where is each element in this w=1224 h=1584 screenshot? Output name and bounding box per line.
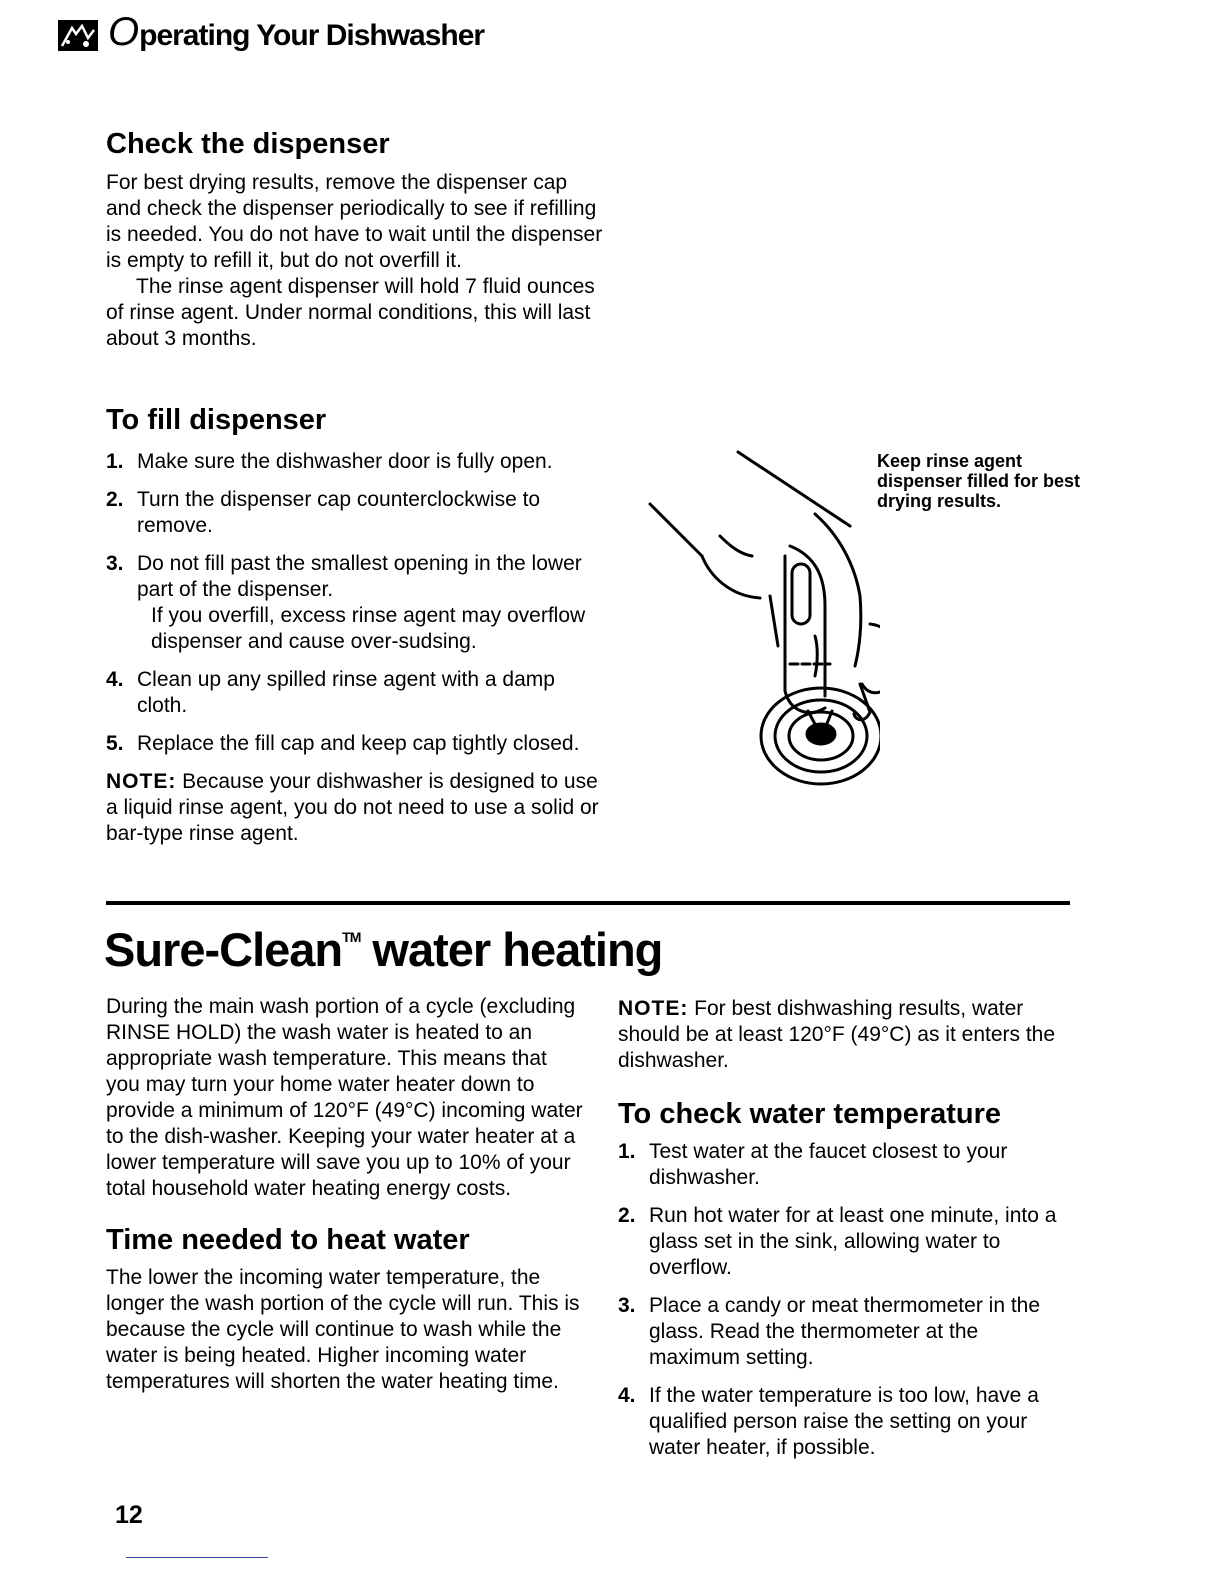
dishwasher-logo-icon: [58, 20, 98, 51]
check-dispenser-paragraph-2: The rinse agent dispenser will hold 7 fluid ounces of rinse agent. Under normal conditions, this will last about 3 months.: [106, 275, 595, 350]
fill-dispenser-note: NOTE: Because your dishwasher is designed to use a liquid rinse agent, you do not need to use a solid or bar-type rinse agent.: [106, 770, 599, 845]
list-item: 3. Do not fill past the smallest opening in the lower part of the dispenser. If you overfill, excess rinse agent may overflow dispenser and cause over-sudsing.: [106, 551, 606, 655]
list-item: 4. If the water temperature is too low, have a qualified person raise the setting on your water heater, if possible.: [618, 1384, 1039, 1459]
list-item: 5. Replace the fill cap and keep cap tightly closed.: [106, 732, 580, 755]
note-label: NOTE:: [618, 997, 689, 1020]
check-dispenser-section: [106, 170, 606, 352]
section-divider: [106, 901, 1070, 905]
list-item: 4. Clean up any spilled rinse agent with a damp cloth.: [106, 668, 555, 717]
sure-clean-intro: During the main wash portion of a cycle (excluding RINSE HOLD) the wash water is heated to an appropriate wash temperature. This means that you may turn your home water heater down to provide a minimum of 120°F (49°C) incoming water to the dish-washer. Keeping your water heater at a lower temperature will save you up to 10% of your total household water heating energy costs.: [106, 995, 583, 1200]
note-label: NOTE:: [106, 770, 177, 793]
page-header-initial: O: [108, 10, 140, 54]
list-item: 2. Turn the dispenser cap counterclockwise to remove.: [106, 488, 541, 537]
sure-clean-left-column: [106, 994, 586, 1395]
trademark-symbol: TM: [342, 929, 361, 945]
fill-dispenser-section: [106, 449, 606, 847]
list-item: 1. Make sure the dishwasher door is fully open.: [106, 450, 553, 473]
water-temp-note: NOTE: For best dishwashing results, water should be at least 120°F (49°C) as it enters the dishwasher.: [618, 997, 1056, 1072]
check-dispenser-paragraph-1: For best drying results, remove the dispenser cap and check the dispenser periodically to see if refilling is needed. You do not have to wait until the dispenser is empty to refill it, but do not overfill it.: [106, 171, 603, 272]
list-item-subnote: If you overfill, excess rinse agent may overflow dispenser and cause over-sudsing.: [151, 604, 586, 653]
time-needed-heading: Time needed to heat water: [106, 1224, 470, 1256]
page-number: 12: [115, 1501, 143, 1529]
sure-clean-right-column: [618, 996, 1074, 1473]
check-temp-heading: To check water temperature: [618, 1098, 1002, 1130]
rinse-bottle-pouring-icon: [640, 446, 880, 796]
illustration-caption: Keep rinse agent dispenser filled for best drying results.: [877, 451, 1081, 511]
list-item: 3. Place a candy or meat thermometer in the glass. Read the thermometer at the maximum setting.: [618, 1294, 1041, 1369]
page-header: [108, 12, 484, 52]
time-needed-paragraph: The lower the incoming water temperature, the longer the wash portion of the cycle will run. This is because the cycle will continue to wash while the water is being heated. Higher incoming water temperatures will shorten the water heating time.: [106, 1266, 580, 1393]
fill-dispenser-steps: [106, 449, 606, 757]
page-header-text: perating Your Dishwasher: [139, 19, 485, 52]
sure-clean-title: Sure-Clean™ water heating: [104, 923, 663, 976]
list-item: 2. Run hot water for at least one minute, into a glass set in the sink, allowing water to overflow.: [618, 1204, 1057, 1279]
check-temp-steps: [618, 1139, 1074, 1461]
footer-line: [126, 1557, 268, 1558]
fill-dispenser-heading: To fill dispenser: [106, 404, 327, 436]
list-item: 1. Test water at the faucet closest to your dishwasher.: [618, 1140, 1008, 1189]
check-dispenser-heading: Check the dispenser: [106, 128, 390, 160]
